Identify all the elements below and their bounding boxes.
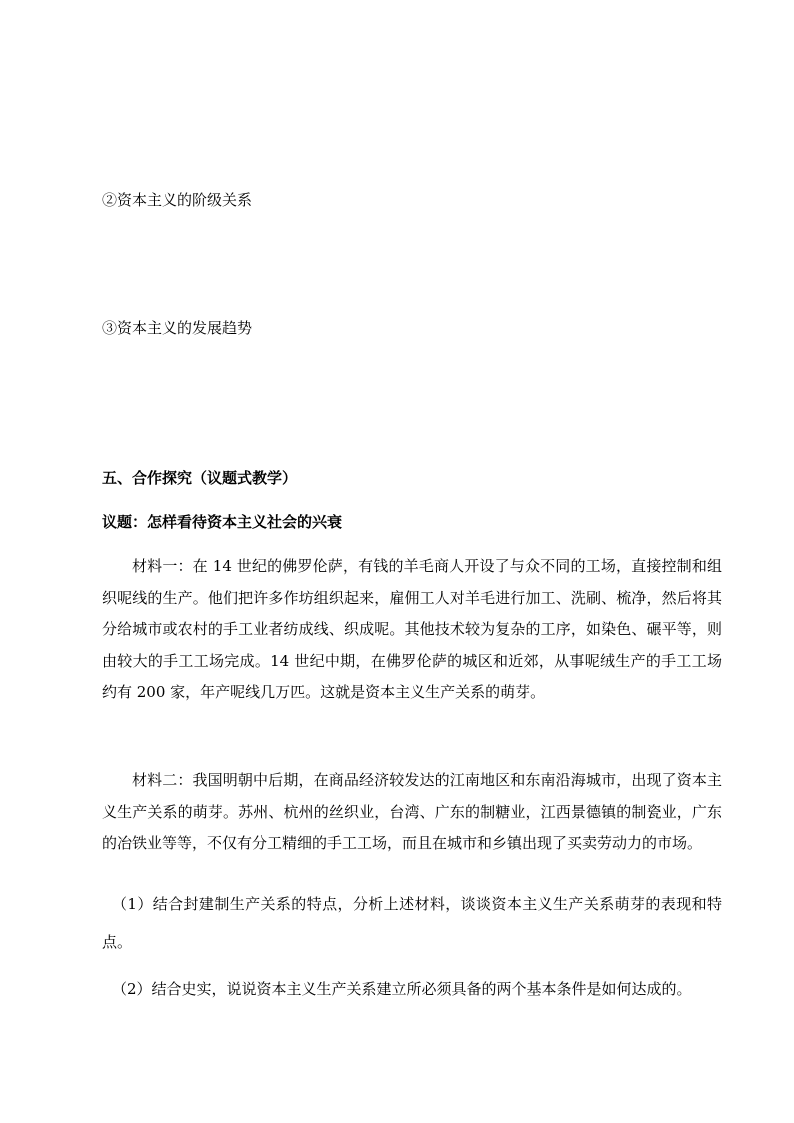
question-one: （1）结合封建制生产关系的特点，分析上述材料，谈谈资本主义生产关系萌芽的表现和特点。 <box>102 895 722 951</box>
topic-heading: 议题：怎样看待资本主义社会的兴衰 <box>102 513 343 531</box>
section-heading: 五、合作探究（议题式教学） <box>102 469 298 487</box>
material-one-paragraph: 材料一：在 14 世纪的佛罗伦萨，有钱的羊毛商人开设了与众不同的工场，直接控制和组织呢线的生产。他们把许多作坊组织起来，雇佣工人对羊毛进行加工、洗刷、梳净，然后将其分给城市或农村的手工业者纺成线、织成呢。其他技术较为复杂的工序，如染色、碾平等，则由较大的手工工场完成。14 世纪中期，在佛罗伦萨的城区和近郊，从事呢绒生产的手工工场约有 200 家，年产呢线几万匹。这就是资本主义生产关系的萌芽。 <box>102 557 722 701</box>
question-two: （2）结合史实，说说资本主义生产关系建立所必须具备的两个基本条件是如何达成的。 <box>112 980 692 998</box>
outline-item-development-trend: ③资本主义的发展趋势 <box>102 319 253 337</box>
material-two-paragraph: 材料二：我国明朝中后期，在商品经济较发达的江南地区和东南沿海城市，出现了资本主义生产关系的萌芽。苏州、杭州的丝织业，台湾、广东的制糖业，江西景德镇的制瓷业，广东的冶铁业等等，不仅有分工精细的手工工场，而且在城市和乡镇出现了买卖劳动力的市场。 <box>102 771 722 852</box>
outline-item-class-relations: ②资本主义的阶级关系 <box>102 191 253 209</box>
